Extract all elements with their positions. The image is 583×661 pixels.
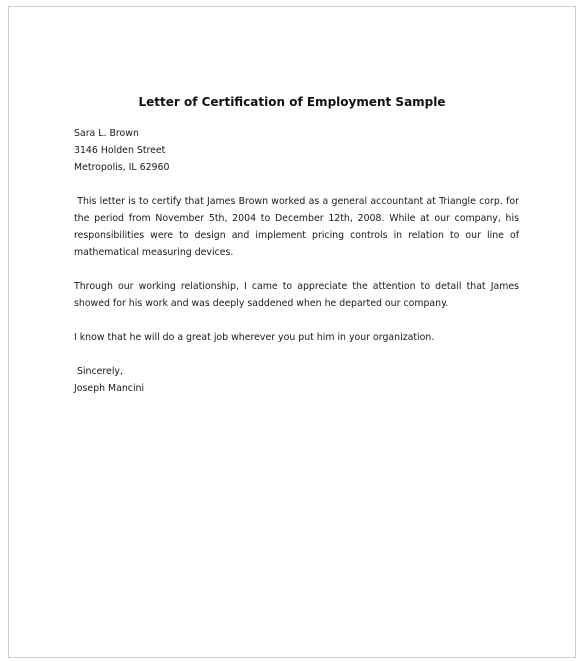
document-page xyxy=(8,6,576,658)
letter-body xyxy=(74,125,522,397)
spacer xyxy=(74,261,519,278)
sender-name: Sara L. Brown xyxy=(74,128,139,139)
sender-street: 3146 Holden Street xyxy=(74,145,166,156)
document-title: Letter of Certification of Employment Sample xyxy=(138,95,446,109)
paragraph-relationship: Through our working relationship, I came to appreciate the attention to detail that James showed for his work and was deeply saddened when he departed our company. xyxy=(74,281,519,309)
sender-address xyxy=(74,125,519,176)
sender-city: Metropolis, IL 62960 xyxy=(74,162,170,173)
letter-signoff xyxy=(74,363,519,397)
spacer xyxy=(74,346,519,363)
spacer xyxy=(74,312,519,329)
paragraph-certification: This letter is to certify that James Brown worked as a general accountant at Triangle corp. for the period from November 5th, 2004 to December 12th, 2008. While at our company, his responsibilities were to design and implement pricing controls in relation to our line of mathematical measuring devices. xyxy=(74,196,522,258)
paragraph-recommendation: I know that he will do a great job wherever you put him in your organization. xyxy=(74,332,435,343)
closing: Sincerely, xyxy=(74,366,123,377)
signature-name: Joseph Mancini xyxy=(74,383,145,394)
spacer xyxy=(74,176,519,193)
